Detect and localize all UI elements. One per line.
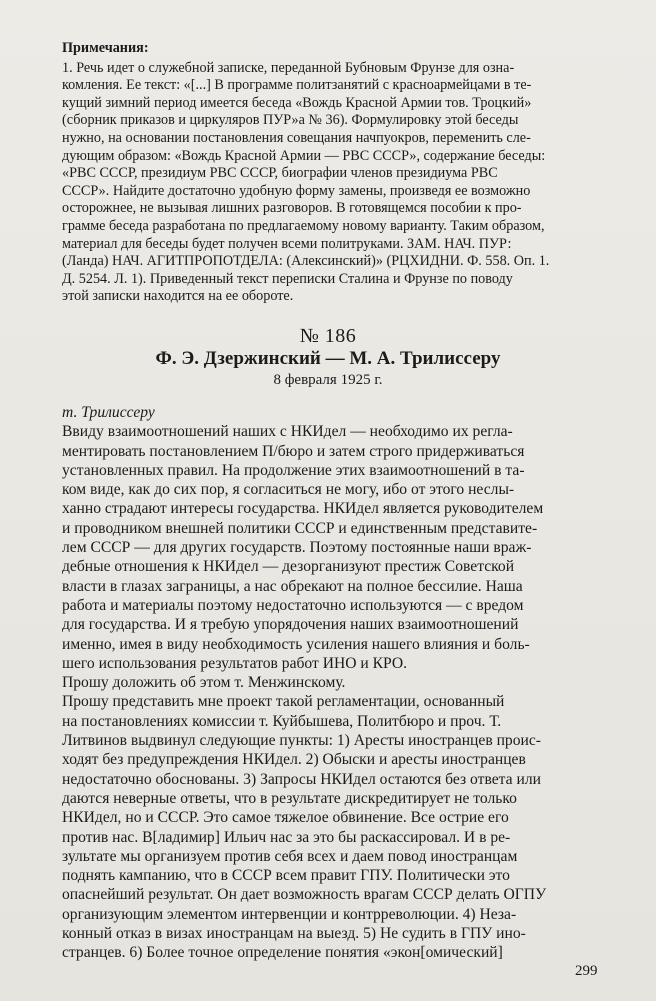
- notes-line: дующим образом: «Вождь Красной Армии — РВС СССР», содержание беседы:: [62, 147, 546, 164]
- document-title: Ф. Э. Дзержинский — М. А. Трилиссеру: [155, 348, 501, 369]
- notes-line: Д. 5254. Л. 1). Приведенный текст переписки Сталина и Фрунзе по поводу: [62, 270, 513, 287]
- body-line: ходят без предупреждения НКИдел. 2) Обыски и аресты иностранцев: [62, 751, 526, 769]
- body-line: странцев. 6) Более точное определение понятия «экон[омический]: [62, 944, 503, 962]
- body-line: лем СССР — для других государств. Поэтому постоянные наши враж-: [62, 539, 532, 557]
- notes-line: материал для беседы будет получен всеми политруками. ЗАМ. НАЧ. ПУР:: [62, 235, 512, 252]
- notes-heading: Примечания:: [62, 40, 149, 56]
- body-line: власти в глазах заграницы, а нас обрекают на полное бессилие. Наша: [62, 577, 523, 595]
- body-line: Прошу доложить об этом т. Менжинскому.: [62, 674, 346, 692]
- body-line: на постановлениях комиссии т. Куйбышева, Политбюро и проч. Т.: [62, 712, 502, 730]
- notes-line: этой записки находится на ее обороте.: [62, 288, 294, 305]
- notes-line: 1. Речь идет о служебной записке, переданной Бубновым Фрунзе для озна-: [62, 59, 515, 76]
- body-line: дебные отношения к НКИдел — дезорганизуют престиж Советской: [62, 558, 515, 576]
- body-line: опаснейший результат. Он дает возможность врагам СССР делать ОГПУ: [62, 886, 547, 904]
- body-line: именно, имея в виду необходимость усиления нашего влияния и боль-: [62, 635, 530, 653]
- body-line: Ввиду взаимоотношений наших с НКИдел — необходимо их регла-: [62, 423, 513, 441]
- body-line: против нас. В[ладимир] Ильич нас за это бы раскассировал. И в ре-: [62, 828, 511, 846]
- body-line: ханно страдают интересы государства. НКИдел является руководителем: [62, 500, 544, 518]
- document-date: 8 февраля 1925 г.: [273, 372, 383, 388]
- notes-section: [62, 40, 602, 306]
- body-line: зультате мы организуем против себя всех и даем повод иностранцам: [62, 847, 518, 865]
- body-line: шего использования результатов работ ИНО и КРО.: [62, 654, 408, 672]
- notes-line: комления. Ее текст: «[...] В программе политзанятий с красноармейцами в те-: [62, 77, 532, 94]
- notes-line: кущий зимний период имеется беседа «Вождь Красной Армии тов. Троцкий»: [62, 94, 532, 111]
- notes-line: (сборник приказов и циркуляров ПУР»а № 36). Формулировку этой беседы: [62, 112, 519, 129]
- body-line: организующим элементом интервенции и контрреволюции. 4) Неза-: [62, 905, 517, 923]
- body-line: для государства. И я требую упорядочения наших взаимоотношений: [62, 616, 519, 634]
- notes-line: (Ланда) НАЧ. АГИТПРОПОТДЕЛА: (Алексинский)» (РЦХИДНИ. Ф. 558. Оп. 1.: [62, 253, 550, 270]
- notes-line: «РВС СССР, президиум РВС СССР, биографии членов президиума РВС: [62, 165, 498, 182]
- body-line: ком виде, как до сих пор, я согласиться не могу, ибо от этого неслы-: [62, 481, 515, 499]
- body-line: и проводником внешней политики СССР и единственным представите-: [62, 519, 538, 537]
- body-line: даются неверные ответы, что в результате дискредитирует не только: [62, 789, 517, 807]
- body-line: Литвинов выдвинул следующие пункты: 1) Аресты иностранцев проис-: [62, 732, 541, 750]
- notes-line: СССР». Найдите достаточно удобную форму замены, произведя ее возможно: [62, 182, 531, 199]
- page-number: 299: [575, 963, 598, 979]
- addressee: т. Трилиссеру: [62, 404, 155, 421]
- body-line: поднять кампанию, что в СССР всем правит ГПУ. Политически это: [62, 867, 510, 885]
- notes-line: грамме беседа разработана по предлагаемому новому варианту. Таким образом,: [62, 217, 545, 234]
- body-line: установленных правил. На продолжение этих взаимоотношений в та-: [62, 461, 525, 479]
- body-line: работа и материалы поэтому недостаточно используются — с вредом: [62, 596, 524, 614]
- body-line: ментировать постановлением П/бюро и затем строго придерживаться: [62, 442, 525, 460]
- body-line: Прошу представить мне проект такой регламентации, основанный: [62, 693, 505, 711]
- document-number: № 186: [299, 325, 357, 347]
- body-line: НКИдел, но и СССР. Это самое тяжелое обвинение. Все острие его: [62, 809, 509, 827]
- notes-line: осторожнее, не вызывая лишних разговоров. В готовящемся пособии к про-: [62, 200, 522, 217]
- body-line: недостаточно обоснованы. 3) Запросы НКИдел остаются без ответа или: [62, 770, 541, 788]
- document-body: [62, 403, 602, 963]
- notes-line: нужно, на основании постановления совещания начпуокров, переменить сле-: [62, 129, 531, 146]
- body-line: конный отказ в визах иностранцам на выезд. 5) Не судить в ГПУ ино-: [62, 925, 526, 943]
